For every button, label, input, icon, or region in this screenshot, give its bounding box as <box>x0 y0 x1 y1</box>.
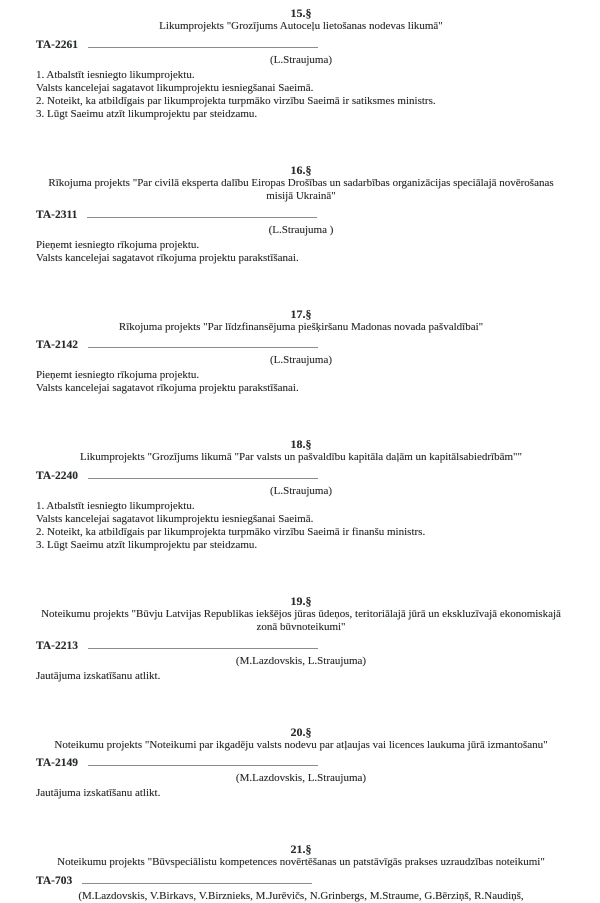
section-number: 15.§ <box>290 6 312 20</box>
decision-line: Jautājuma izskatīšanu atlikt. <box>36 669 161 682</box>
decision-line: Valsts kancelejai sagatavot likumprojektu iesniegšanai Saeimā. <box>36 81 314 94</box>
decision-line: Valsts kancelejai sagatavot rīkojuma projektu parakstīšanai. <box>36 382 299 394</box>
ta-row <box>36 872 566 889</box>
decision-line: Pieņemt iesniegto rīkojuma projektu. <box>36 369 200 381</box>
decision-line: 2. Noteikt, ka atbildīgais par likumprojekta turpmāko virzību Saeimā ir satiksmes ministrs. <box>36 94 436 107</box>
section-title: Noteikumu projekts "Būvspeciālistu kompetences novērtēšanas un patstāvīgās prakses uzraudzības noteikumi" <box>57 856 545 868</box>
ta-row <box>36 754 566 771</box>
section-title: Noteikumu projekts "Noteikumi par ikgadēju valsts nodevu par atļaujas vai licences laukuma jūrā izmantošanu" <box>54 738 548 751</box>
decision-line: Valsts kancelejai sagatavot rīkojuma projektu parakstīšanai. <box>36 251 299 264</box>
decision-line: Pieņemt iesniegto rīkojuma projektu. <box>36 238 200 251</box>
signature-line <box>88 467 318 479</box>
section-number: 19.§ <box>290 593 312 608</box>
section-title: Rīkojuma projekts "Par līdzfinansējuma piešķiršanu Madonas novada pašvaldībai" <box>118 320 484 333</box>
signature-line <box>88 336 318 348</box>
speakers-line: (L.Straujuma) <box>269 53 332 66</box>
ta-row <box>36 36 566 53</box>
ta-number: TA-703 <box>36 874 73 887</box>
signature-line <box>88 36 318 48</box>
speakers-line: (M.Lazdovskis, L.Straujuma) <box>235 654 367 667</box>
decision-text <box>36 500 566 552</box>
agenda-section-15 <box>36 6 566 121</box>
section-number: 21.§ <box>290 842 312 856</box>
decision-text <box>36 369 566 395</box>
section-title: Rīkojuma projekts "Par civilā eksperta dalību Eiropas Drošības un sadarbības organizācijas speciālajā novērošanas misijā Ukrainā" <box>48 176 554 202</box>
decision-text <box>36 670 566 683</box>
ta-number: TA-2213 <box>36 639 78 652</box>
section-title: Likumprojekts "Grozījums likumā "Par valsts un pašvaldību kapitāla daļām un kapitālsabiedrībām"" <box>80 451 522 463</box>
speakers-line: (L.Straujuma) <box>269 354 332 366</box>
ta-row <box>36 637 566 654</box>
decision-line: 3. Lūgt Saeimu atzīt likumprojektu par steidzamu. <box>36 538 258 551</box>
agenda-section-16 <box>36 163 566 265</box>
decision-line: 1. Atbalstīt iesniegto likumprojektu. <box>36 499 195 512</box>
section-number: 20.§ <box>290 724 312 739</box>
decision-line: 3. Lūgt Saeimu atzīt likumprojektu par steidzamu. <box>36 107 258 120</box>
decision-line: 2. Noteikt, ka atbildīgais par likumprojekta turpmāko virzību Saeimā ir finanšu ministrs. <box>36 525 426 538</box>
ta-row <box>36 336 566 353</box>
decision-text <box>36 239 566 265</box>
signature-line <box>87 206 317 218</box>
ta-number: TA-2142 <box>36 339 78 351</box>
signature-line <box>88 637 318 649</box>
ta-number: TA-2311 <box>36 208 78 221</box>
signature-line <box>88 754 318 766</box>
ta-number: TA-2240 <box>36 469 78 482</box>
speakers-line: (L.Straujuma ) <box>268 223 334 236</box>
speakers-line: (M.Lazdovskis, V.Birkavs, V.Birznieks, M.Jurēvičs, N.Grinbergs, M.Straume, G.Bērziņš, R.Naudiņš, <box>78 889 524 902</box>
ta-row <box>36 206 566 223</box>
agenda-section-17 <box>36 307 566 396</box>
decision-text <box>36 69 566 121</box>
decision-line: 1. Atbalstīt iesniegto likumprojektu. <box>36 68 195 81</box>
agenda-section-21 <box>36 842 566 903</box>
section-title: Noteikumu projekts "Būvju Latvijas Republikas iekšējos jūras ūdeņos, teritoriālajā jūrā un ekskluzīvajā ekonomiskajā zonā būvnoteikumi" <box>41 607 561 633</box>
section-number: 17.§ <box>290 306 312 321</box>
section-title: Likumprojekts "Grozījums Autoceļu lietošanas nodevas likumā" <box>159 20 443 32</box>
section-number: 16.§ <box>290 162 312 177</box>
speakers-line: (L.Straujuma) <box>269 484 332 497</box>
ta-row <box>36 467 566 484</box>
agenda-section-19 <box>36 594 566 683</box>
agenda-section-20 <box>36 725 566 801</box>
decision-line: Jautājuma izskatīšanu atlikt. <box>36 787 161 799</box>
signature-line <box>82 872 312 884</box>
decision-line: Valsts kancelejai sagatavot likumprojektu iesniegšanai Saeimā. <box>36 512 314 525</box>
ta-number: TA-2261 <box>36 38 78 51</box>
section-number: 18.§ <box>290 437 312 451</box>
ta-number: TA-2149 <box>36 757 78 769</box>
decision-text <box>36 787 566 800</box>
speakers-line: (M.Lazdovskis, L.Straujuma) <box>235 772 367 784</box>
agenda-section-18 <box>36 437 566 552</box>
